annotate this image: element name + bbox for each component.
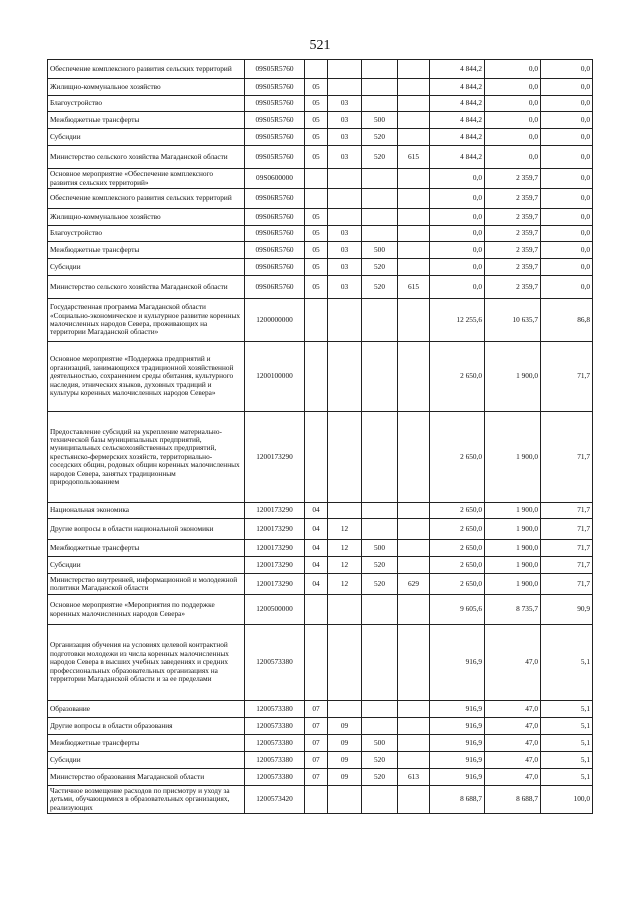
cell-sec <box>305 786 328 814</box>
cell-vr: 520 <box>362 574 398 595</box>
cell-vr <box>362 342 398 412</box>
cell-v2: 1 900,0 <box>485 557 541 574</box>
cell-sec <box>305 189 328 209</box>
table-row <box>48 129 593 146</box>
cell-v2: 2 359,7 <box>485 276 541 299</box>
cell-sec: 04 <box>305 574 328 595</box>
cell-sec: 05 <box>305 242 328 259</box>
cell-code: 1200500000 <box>245 595 305 625</box>
table-row <box>48 79 593 96</box>
cell-sec: 05 <box>305 226 328 242</box>
cell-sec <box>305 60 328 79</box>
cell-v2: 1 900,0 <box>485 540 541 557</box>
cell-v2: 1 900,0 <box>485 519 541 540</box>
cell-name: Обеспечение комплексного развития сельских территорий <box>48 189 245 209</box>
budget-table-body <box>48 60 593 814</box>
cell-v1: 4 844,2 <box>430 112 485 129</box>
cell-sec: 04 <box>305 519 328 540</box>
cell-vr <box>362 786 398 814</box>
cell-name: Частичное возмещение расходов по присмотру и уходу за детьми, обучающимися в образовательных организациях, реализующих <box>48 786 245 814</box>
cell-code: 1200100000 <box>245 342 305 412</box>
cell-gr <box>398 718 430 735</box>
cell-code: 1200573380 <box>245 701 305 718</box>
cell-sec <box>305 169 328 189</box>
cell-v2: 1 900,0 <box>485 574 541 595</box>
cell-sec: 04 <box>305 540 328 557</box>
cell-code: 1200573380 <box>245 625 305 701</box>
cell-vr <box>362 503 398 519</box>
budget-table <box>47 59 593 814</box>
cell-v3: 71,7 <box>541 574 593 595</box>
cell-gr <box>398 209 430 226</box>
cell-gr <box>398 786 430 814</box>
cell-name: Государственная программа Магаданской области «Социально-экономическое и культурное развитие коренных малочисленных народов Севера, проживающих на территории Магаданской области» <box>48 299 245 342</box>
cell-gr <box>398 342 430 412</box>
cell-v1: 4 844,2 <box>430 146 485 169</box>
cell-code: 1200573380 <box>245 752 305 769</box>
cell-gr <box>398 226 430 242</box>
cell-vr: 520 <box>362 769 398 786</box>
cell-sub <box>328 625 362 701</box>
table-row <box>48 752 593 769</box>
cell-v2: 0,0 <box>485 146 541 169</box>
cell-gr <box>398 242 430 259</box>
cell-gr <box>398 96 430 112</box>
cell-sec: 05 <box>305 79 328 96</box>
cell-v1: 8 688,7 <box>430 786 485 814</box>
cell-v2: 0,0 <box>485 96 541 112</box>
cell-code: 09S05R5760 <box>245 129 305 146</box>
table-row <box>48 718 593 735</box>
cell-sec <box>305 412 328 503</box>
cell-name: Министерство сельского хозяйства Магаданской области <box>48 146 245 169</box>
cell-vr <box>362 519 398 540</box>
cell-sub: 03 <box>328 129 362 146</box>
cell-v2: 1 900,0 <box>485 342 541 412</box>
cell-name: Жилищно-коммунальное хозяйство <box>48 209 245 226</box>
cell-v1: 0,0 <box>430 169 485 189</box>
cell-name: Другие вопросы в области образования <box>48 718 245 735</box>
cell-sub: 03 <box>328 242 362 259</box>
cell-sub: 09 <box>328 735 362 752</box>
cell-name: Субсидии <box>48 557 245 574</box>
cell-v2: 2 359,7 <box>485 189 541 209</box>
cell-vr <box>362 226 398 242</box>
cell-code: 09S0600000 <box>245 169 305 189</box>
cell-sub <box>328 701 362 718</box>
cell-v2: 1 900,0 <box>485 412 541 503</box>
cell-name: Образование <box>48 701 245 718</box>
cell-name: Организация обучения на условиях целевой контрактной подготовки молодежи из числа коренных малочисленных народов Севера в высших учебных заведениях и средних профессиональных образовательных организациях на территории Магаданской области и за ее пределами <box>48 625 245 701</box>
cell-name: Субсидии <box>48 752 245 769</box>
cell-v1: 2 650,0 <box>430 503 485 519</box>
table-row <box>48 735 593 752</box>
cell-sub <box>328 786 362 814</box>
cell-v3: 0,0 <box>541 189 593 209</box>
cell-gr: 615 <box>398 146 430 169</box>
cell-sub: 03 <box>328 259 362 276</box>
table-row <box>48 595 593 625</box>
cell-code: 1200573380 <box>245 735 305 752</box>
cell-code: 09S06R5760 <box>245 259 305 276</box>
cell-code: 09S06R5760 <box>245 209 305 226</box>
cell-sub <box>328 595 362 625</box>
cell-name: Другие вопросы в области национальной экономики <box>48 519 245 540</box>
cell-v3: 0,0 <box>541 276 593 299</box>
cell-code: 1200173290 <box>245 540 305 557</box>
cell-v1: 916,9 <box>430 735 485 752</box>
cell-vr <box>362 718 398 735</box>
cell-vr: 520 <box>362 129 398 146</box>
cell-sec <box>305 595 328 625</box>
cell-name: Министерство сельского хозяйства Магаданской области <box>48 276 245 299</box>
table-row <box>48 540 593 557</box>
cell-v2: 10 635,7 <box>485 299 541 342</box>
cell-vr: 520 <box>362 146 398 169</box>
cell-sec: 04 <box>305 557 328 574</box>
cell-name: Национальная экономика <box>48 503 245 519</box>
cell-gr <box>398 752 430 769</box>
cell-vr <box>362 189 398 209</box>
cell-v3: 0,0 <box>541 79 593 96</box>
cell-v1: 12 255,6 <box>430 299 485 342</box>
cell-sub: 03 <box>328 226 362 242</box>
cell-gr <box>398 557 430 574</box>
cell-vr <box>362 412 398 503</box>
cell-vr <box>362 595 398 625</box>
cell-sec: 07 <box>305 769 328 786</box>
cell-v2: 47,0 <box>485 625 541 701</box>
cell-code: 09S05R5760 <box>245 79 305 96</box>
cell-sec: 05 <box>305 129 328 146</box>
cell-v1: 4 844,2 <box>430 129 485 146</box>
cell-v1: 9 605,6 <box>430 595 485 625</box>
cell-sub: 03 <box>328 146 362 169</box>
cell-v1: 0,0 <box>430 189 485 209</box>
cell-v2: 47,0 <box>485 735 541 752</box>
cell-v3: 71,7 <box>541 503 593 519</box>
table-row <box>48 574 593 595</box>
cell-sec: 05 <box>305 146 328 169</box>
cell-v1: 2 650,0 <box>430 574 485 595</box>
cell-name: Межбюджетные трансферты <box>48 112 245 129</box>
cell-sec <box>305 342 328 412</box>
cell-v1: 0,0 <box>430 242 485 259</box>
cell-gr <box>398 169 430 189</box>
cell-v1: 916,9 <box>430 701 485 718</box>
cell-gr <box>398 519 430 540</box>
table-row <box>48 625 593 701</box>
cell-sub: 09 <box>328 718 362 735</box>
cell-name: Жилищно-коммунальное хозяйство <box>48 79 245 96</box>
cell-vr <box>362 96 398 112</box>
cell-v3: 71,7 <box>541 412 593 503</box>
cell-v1: 916,9 <box>430 625 485 701</box>
cell-code: 09S05R5760 <box>245 60 305 79</box>
cell-code: 1200173290 <box>245 519 305 540</box>
table-row <box>48 146 593 169</box>
cell-v2: 2 359,7 <box>485 169 541 189</box>
cell-v3: 5,1 <box>541 752 593 769</box>
table-row <box>48 259 593 276</box>
cell-vr: 520 <box>362 259 398 276</box>
table-row <box>48 226 593 242</box>
cell-vr: 520 <box>362 752 398 769</box>
cell-sec: 07 <box>305 735 328 752</box>
cell-gr <box>398 701 430 718</box>
cell-name: Благоустройство <box>48 96 245 112</box>
cell-v3: 5,1 <box>541 769 593 786</box>
cell-v3: 5,1 <box>541 735 593 752</box>
cell-gr: 629 <box>398 574 430 595</box>
table-row <box>48 60 593 79</box>
cell-gr <box>398 625 430 701</box>
cell-v3: 0,0 <box>541 226 593 242</box>
cell-v1: 2 650,0 <box>430 342 485 412</box>
cell-sec: 05 <box>305 96 328 112</box>
cell-name: Субсидии <box>48 129 245 146</box>
cell-v3: 5,1 <box>541 718 593 735</box>
cell-v3: 0,0 <box>541 242 593 259</box>
cell-name: Межбюджетные трансферты <box>48 540 245 557</box>
cell-name: Межбюджетные трансферты <box>48 242 245 259</box>
cell-gr <box>398 60 430 79</box>
cell-sub <box>328 299 362 342</box>
cell-v1: 2 650,0 <box>430 557 485 574</box>
table-row <box>48 503 593 519</box>
cell-v2: 8 735,7 <box>485 595 541 625</box>
cell-v3: 5,1 <box>541 701 593 718</box>
cell-sub <box>328 412 362 503</box>
cell-code: 09S05R5760 <box>245 146 305 169</box>
cell-code: 1200173290 <box>245 412 305 503</box>
cell-v1: 4 844,2 <box>430 60 485 79</box>
cell-v3: 86,8 <box>541 299 593 342</box>
cell-code: 1200173290 <box>245 574 305 595</box>
cell-v2: 47,0 <box>485 769 541 786</box>
cell-v3: 0,0 <box>541 169 593 189</box>
cell-v1: 2 650,0 <box>430 540 485 557</box>
cell-sub <box>328 189 362 209</box>
cell-sub: 03 <box>328 112 362 129</box>
cell-sub: 09 <box>328 769 362 786</box>
cell-sec: 05 <box>305 209 328 226</box>
cell-v1: 0,0 <box>430 276 485 299</box>
cell-sec: 07 <box>305 752 328 769</box>
table-row <box>48 96 593 112</box>
cell-v2: 47,0 <box>485 701 541 718</box>
cell-name: Министерство образования Магаданской области <box>48 769 245 786</box>
cell-code: 1200573380 <box>245 769 305 786</box>
cell-v1: 916,9 <box>430 769 485 786</box>
cell-sub <box>328 60 362 79</box>
cell-vr <box>362 169 398 189</box>
table-row <box>48 519 593 540</box>
cell-code: 09S06R5760 <box>245 242 305 259</box>
cell-gr <box>398 189 430 209</box>
cell-vr <box>362 625 398 701</box>
cell-name: Основное мероприятие «Поддержка предприятий и организаций, занимающихся традиционной хозяйственной деятельностью, сохранением среды обитания, культурного наследия, этнических языков, духовных традиций и культуры коренных малочисленных народов Севера» <box>48 342 245 412</box>
table-row <box>48 169 593 189</box>
cell-name: Предоставление субсидий на укрепление материально-технической базы муниципальных предприятий, муниципальных сельскохозяйственных предприятий, крестьянско-фермерских хозяйств, территориально-соседских общин, родовых общин коренных малочисленных народов Севера, занятых традиционным природопользованием <box>48 412 245 503</box>
cell-v3: 90,9 <box>541 595 593 625</box>
table-row <box>48 701 593 718</box>
cell-name: Субсидии <box>48 259 245 276</box>
cell-sec: 05 <box>305 259 328 276</box>
cell-sec: 07 <box>305 718 328 735</box>
cell-gr <box>398 412 430 503</box>
cell-v2: 8 688,7 <box>485 786 541 814</box>
cell-gr <box>398 129 430 146</box>
cell-vr <box>362 299 398 342</box>
cell-sec: 05 <box>305 112 328 129</box>
cell-vr <box>362 701 398 718</box>
cell-v1: 2 650,0 <box>430 412 485 503</box>
cell-vr: 500 <box>362 112 398 129</box>
cell-sec <box>305 625 328 701</box>
table-row <box>48 769 593 786</box>
cell-name: Обеспечение комплексного развития сельских территорий <box>48 60 245 79</box>
cell-code: 09S06R5760 <box>245 189 305 209</box>
cell-gr <box>398 79 430 96</box>
cell-v3: 0,0 <box>541 259 593 276</box>
cell-v2: 2 359,7 <box>485 209 541 226</box>
cell-vr: 500 <box>362 735 398 752</box>
table-row <box>48 112 593 129</box>
cell-v1: 2 650,0 <box>430 519 485 540</box>
cell-sub: 09 <box>328 752 362 769</box>
cell-v1: 916,9 <box>430 718 485 735</box>
cell-sub: 03 <box>328 96 362 112</box>
cell-code: 09S06R5760 <box>245 276 305 299</box>
cell-sub <box>328 342 362 412</box>
cell-v2: 47,0 <box>485 718 541 735</box>
cell-v2: 0,0 <box>485 60 541 79</box>
cell-gr <box>398 595 430 625</box>
cell-name: Основное мероприятие «Обеспечение комплексного развития сельских территорий» <box>48 169 245 189</box>
cell-sub: 12 <box>328 519 362 540</box>
cell-sec: 04 <box>305 503 328 519</box>
cell-v1: 4 844,2 <box>430 79 485 96</box>
table-row <box>48 786 593 814</box>
cell-code: 1200000000 <box>245 299 305 342</box>
cell-gr <box>398 735 430 752</box>
cell-v1: 4 844,2 <box>430 96 485 112</box>
cell-gr: 615 <box>398 276 430 299</box>
cell-vr <box>362 60 398 79</box>
cell-sub: 12 <box>328 574 362 595</box>
cell-sub <box>328 503 362 519</box>
cell-v3: 0,0 <box>541 96 593 112</box>
cell-v3: 71,7 <box>541 519 593 540</box>
cell-name: Благоустройство <box>48 226 245 242</box>
cell-sub: 12 <box>328 557 362 574</box>
cell-code: 1200573420 <box>245 786 305 814</box>
cell-v3: 0,0 <box>541 146 593 169</box>
cell-v3: 0,0 <box>541 129 593 146</box>
cell-gr <box>398 503 430 519</box>
cell-v2: 2 359,7 <box>485 242 541 259</box>
cell-code: 09S06R5760 <box>245 226 305 242</box>
cell-v2: 47,0 <box>485 752 541 769</box>
cell-gr: 613 <box>398 769 430 786</box>
cell-sub: 03 <box>328 276 362 299</box>
cell-v3: 0,0 <box>541 209 593 226</box>
cell-v1: 0,0 <box>430 209 485 226</box>
cell-sec: 05 <box>305 276 328 299</box>
cell-v2: 2 359,7 <box>485 226 541 242</box>
table-row <box>48 557 593 574</box>
cell-v1: 0,0 <box>430 226 485 242</box>
cell-vr: 500 <box>362 540 398 557</box>
table-row <box>48 242 593 259</box>
cell-vr <box>362 79 398 96</box>
cell-code: 1200573380 <box>245 718 305 735</box>
cell-v2: 0,0 <box>485 129 541 146</box>
cell-sec <box>305 299 328 342</box>
cell-name: Межбюджетные трансферты <box>48 735 245 752</box>
cell-v3: 100,0 <box>541 786 593 814</box>
cell-sub <box>328 209 362 226</box>
cell-v1: 0,0 <box>430 259 485 276</box>
cell-v3: 71,7 <box>541 540 593 557</box>
cell-gr <box>398 259 430 276</box>
cell-v2: 0,0 <box>485 79 541 96</box>
cell-gr <box>398 112 430 129</box>
cell-sub: 12 <box>328 540 362 557</box>
page-number: 521 <box>309 38 331 53</box>
cell-vr: 520 <box>362 276 398 299</box>
cell-name: Основное мероприятие «Мероприятия по поддержке коренных малочисленных народов Севера» <box>48 595 245 625</box>
cell-v3: 0,0 <box>541 112 593 129</box>
cell-v3: 71,7 <box>541 557 593 574</box>
cell-sub <box>328 169 362 189</box>
cell-v3: 5,1 <box>541 625 593 701</box>
cell-code: 09S05R5760 <box>245 112 305 129</box>
cell-v1: 916,9 <box>430 752 485 769</box>
cell-name: Министерство внутренней, информационной и молодежной политики Магаданской области <box>48 574 245 595</box>
cell-sub <box>328 79 362 96</box>
cell-vr: 520 <box>362 557 398 574</box>
cell-vr <box>362 209 398 226</box>
cell-gr <box>398 299 430 342</box>
table-row <box>48 209 593 226</box>
table-row <box>48 299 593 342</box>
cell-code: 1200173290 <box>245 557 305 574</box>
cell-v3: 0,0 <box>541 60 593 79</box>
cell-v2: 0,0 <box>485 112 541 129</box>
table-row <box>48 189 593 209</box>
cell-v2: 2 359,7 <box>485 259 541 276</box>
cell-code: 1200173290 <box>245 503 305 519</box>
table-row <box>48 342 593 412</box>
cell-v3: 71,7 <box>541 342 593 412</box>
table-row <box>48 412 593 503</box>
cell-sec: 07 <box>305 701 328 718</box>
cell-v2: 1 900,0 <box>485 503 541 519</box>
table-row <box>48 276 593 299</box>
cell-vr: 500 <box>362 242 398 259</box>
cell-gr <box>398 540 430 557</box>
cell-code: 09S05R5760 <box>245 96 305 112</box>
